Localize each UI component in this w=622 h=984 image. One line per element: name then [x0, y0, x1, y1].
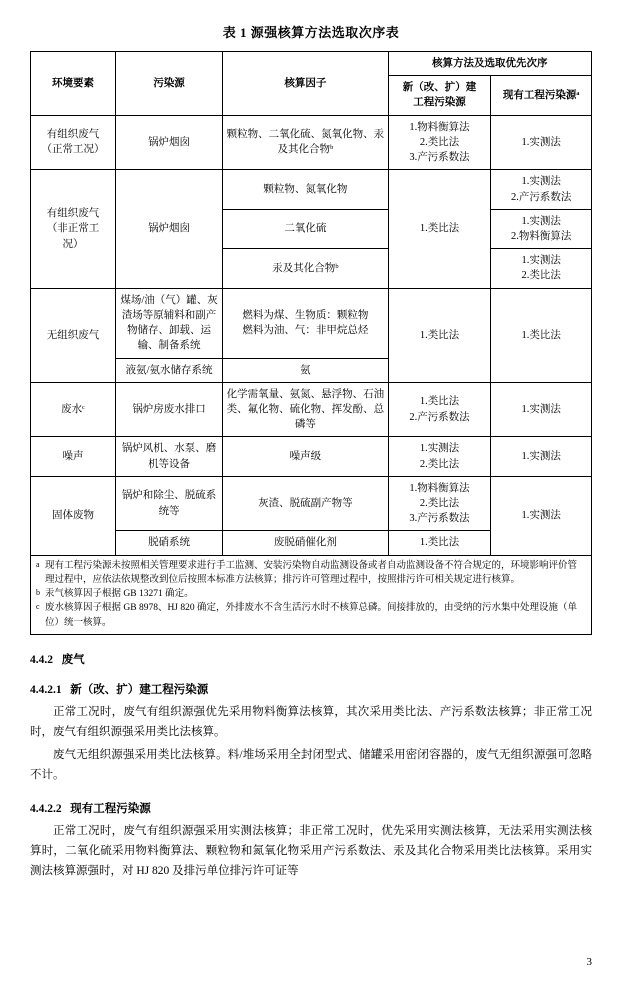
existing-method-line-1: 1.实测法	[521, 450, 561, 462]
element-line-1: 有组织废气	[46, 129, 100, 141]
cell-source: 锅炉风机、水泵、磨机等设备	[115, 437, 222, 476]
cell-factor: 汞及其化合物ᵇ	[223, 249, 388, 288]
existing-method-line-2: 2.产污系数法	[511, 191, 572, 203]
cell-existing-method	[491, 382, 592, 437]
existing-method-line-1: 1.实测法	[521, 403, 561, 415]
header-new-project-source-line1: 新（改、扩）建	[402, 82, 477, 94]
new-method-line-1: 1.物料衡算法	[409, 121, 470, 133]
cell-existing-method	[491, 437, 592, 476]
cell-existing-method	[491, 209, 592, 248]
note-text: 现有工程污染源未按照相关管理要求进行手工监测、安装污染物自动监测设备或者自动监测设备不符合规定的，环境影响评价管理过程中，应依法依规整改到位后按照本标准方法核算；排污许可管理过程中，按照排污许可相关规定进行核算。	[45, 560, 578, 585]
cell-factor: 灰渣、脱硫副产物等	[223, 476, 388, 531]
cell-factor: 化学需氧量、氨氮、悬浮物、石油类、氟化物、硫化物、挥发酚、总磷等	[223, 382, 388, 437]
cell-new-method	[388, 288, 491, 382]
existing-method-line-2: 2.类比法	[521, 270, 561, 282]
section-title: 新（改、扩）建工程污染源	[70, 683, 209, 696]
section-heading-4422	[30, 800, 592, 816]
header-accounting-factor: 核算因子	[223, 52, 388, 116]
cell-factor: 颗粒物、氮氧化物	[223, 170, 388, 209]
cell-new-method	[388, 170, 491, 288]
table-note	[36, 587, 586, 601]
cell-existing-method	[491, 170, 592, 209]
cell-source: 脱硝系统	[115, 531, 222, 555]
section-number: 4.4.2.2	[30, 803, 62, 815]
section-heading-442	[30, 651, 592, 667]
new-method-line-3: 3.产污系数法	[409, 152, 470, 164]
table-row	[31, 115, 592, 170]
cell-source: 煤场/油（气）罐、灰渣场等原辅料和副产物储存、卸载、运输、制备系统	[115, 288, 222, 358]
section-number: 4.4.2.1	[30, 683, 62, 696]
cell-element: 废水ᶜ	[31, 382, 116, 437]
cell-source: 锅炉烟囱	[115, 115, 222, 170]
cell-new-method	[388, 476, 491, 531]
header-environment-element: 环境要素	[31, 52, 116, 116]
cell-factor: 颗粒物、二氧化硫、氮氧化物、汞及其化合物ᵇ	[223, 115, 388, 170]
section-title: 废气	[61, 653, 85, 666]
cell-existing-method	[491, 115, 592, 170]
cell-factor: 噪声级	[223, 437, 388, 476]
section-title: 现有工程污染源	[70, 803, 151, 815]
new-method-line-2: 2.产污系数法	[409, 411, 470, 423]
existing-method-line-1: 1.实测法	[521, 255, 561, 267]
cell-new-method	[388, 115, 491, 170]
element-line-2: （非正常工	[46, 223, 100, 235]
table-row	[31, 437, 592, 476]
new-method-line-2: 2.类比法	[419, 458, 460, 470]
table-row	[31, 288, 592, 358]
new-method-line-2: 2.类比法	[419, 136, 460, 148]
paragraph: 废气无组织源强采用类比法核算。料/堆场采用全封闭型式、储罐采用密闭容器的，废气无组织源强可忽略不计。	[30, 749, 592, 782]
section-number: 4.4.2	[30, 653, 53, 666]
cell-factor: 氨	[223, 358, 388, 382]
cell-existing-method	[491, 288, 592, 382]
table-row	[31, 476, 592, 531]
note-text: 废水核算因子根据 GB 8978、HJ 820 确定，外排废水不含生活污水时不核算总磷。间接排放的，由受纳的污水集中处理设施（单位）统一核算。	[45, 603, 578, 628]
cell-existing-method	[491, 476, 592, 555]
page-number: 3	[586, 956, 592, 968]
paragraph: 正常工况时，废气有组织源强优先采用物料衡算法核算，其次采用类比法、产污系数法核算；非正常工况时，废气有组织源强采用类比法核算。	[30, 705, 592, 738]
existing-method-line-1: 1.实测法	[521, 176, 561, 188]
element-line-2: （正常工况）	[41, 144, 105, 156]
cell-new-method	[388, 382, 491, 437]
header-method-group: 核算方法及选取优先次序	[388, 52, 591, 76]
cell-element: 固体废物	[31, 476, 116, 555]
cell-source: 锅炉和除尘、脱硫系统等	[115, 476, 222, 531]
table-title: 表 1 源强核算方法选取次序表	[222, 25, 400, 40]
table-row	[31, 382, 592, 437]
new-method-line-1: 1.类比法	[419, 396, 460, 408]
header-new-project-source	[388, 76, 491, 115]
new-method-line-1: 1.实测法	[419, 443, 460, 455]
cell-source: 锅炉房废水排口	[115, 382, 222, 437]
cell-factor: 二氧化硫	[223, 209, 388, 248]
cell-element	[31, 170, 116, 288]
cell-source: 锅炉烟囱	[115, 170, 222, 288]
cell-element: 无组织废气	[31, 288, 116, 382]
cell-factor	[223, 288, 388, 358]
table-note	[36, 601, 586, 630]
header-pollution-source: 污染源	[115, 52, 222, 116]
existing-method-line-1: 1.实测法	[521, 136, 561, 148]
factor-line-1: 燃料为煤、生物质：颗粒物	[242, 309, 369, 321]
cell-element	[31, 115, 116, 170]
cell-existing-method	[491, 249, 592, 288]
paragraph: 正常工况时，废气有组织源强采用实测法核算；非正常工况时，优先采用实测法核算，无法采用实测法核算时，二氧化硫采用物料衡算法、颗粒物和氮氧化物采用产污系数法、汞及其化合物采用类比法核算。采用实测法核算源强时，对 HJ 820 及排污单位排污许可证等	[30, 825, 592, 877]
new-method-line-2: 2.类比法	[419, 498, 460, 510]
header-existing-project-source: 现有工程污染源ᵃ	[491, 76, 592, 115]
existing-method-line-2: 2.物料衡算法	[511, 230, 572, 242]
existing-method-line-1: 1.实测法	[521, 215, 561, 227]
cell-new-method	[388, 437, 491, 476]
cell-source: 液氨/氨水储存系统	[115, 358, 222, 382]
element-line-1: 有组织废气	[46, 208, 100, 220]
source-strength-table	[30, 51, 592, 556]
new-method-line-1: 1.类比法	[419, 537, 460, 549]
note-mark: b	[36, 588, 40, 598]
new-method-line-1: 1.类比法	[419, 223, 460, 235]
existing-method-line-1: 1.类比法	[521, 329, 561, 341]
new-method-line-1: 1.类比法	[419, 329, 460, 341]
table-notes	[30, 556, 592, 635]
note-text: 汞气核算因子根据 GB 13271 确定。	[45, 589, 194, 600]
header-new-project-source-line2: 工程污染源	[413, 97, 466, 109]
section-heading-4421	[30, 681, 592, 697]
cell-factor: 废脱硝催化剂	[223, 531, 388, 555]
existing-method-line-1: 1.实测法	[521, 510, 561, 522]
table-row	[31, 170, 592, 209]
table-header-row-1	[31, 52, 592, 76]
note-mark: c	[36, 602, 40, 612]
cell-element: 噪声	[31, 437, 116, 476]
factor-line-2: 燃料为油、气：非甲烷总烃	[242, 325, 369, 337]
table-note	[36, 559, 586, 588]
note-mark: a	[36, 559, 40, 569]
new-method-line-1: 1.物料衡算法	[409, 482, 470, 494]
element-line-3: 况）	[62, 238, 84, 250]
cell-new-method	[388, 531, 491, 555]
new-method-line-3: 3.产污系数法	[409, 513, 470, 525]
